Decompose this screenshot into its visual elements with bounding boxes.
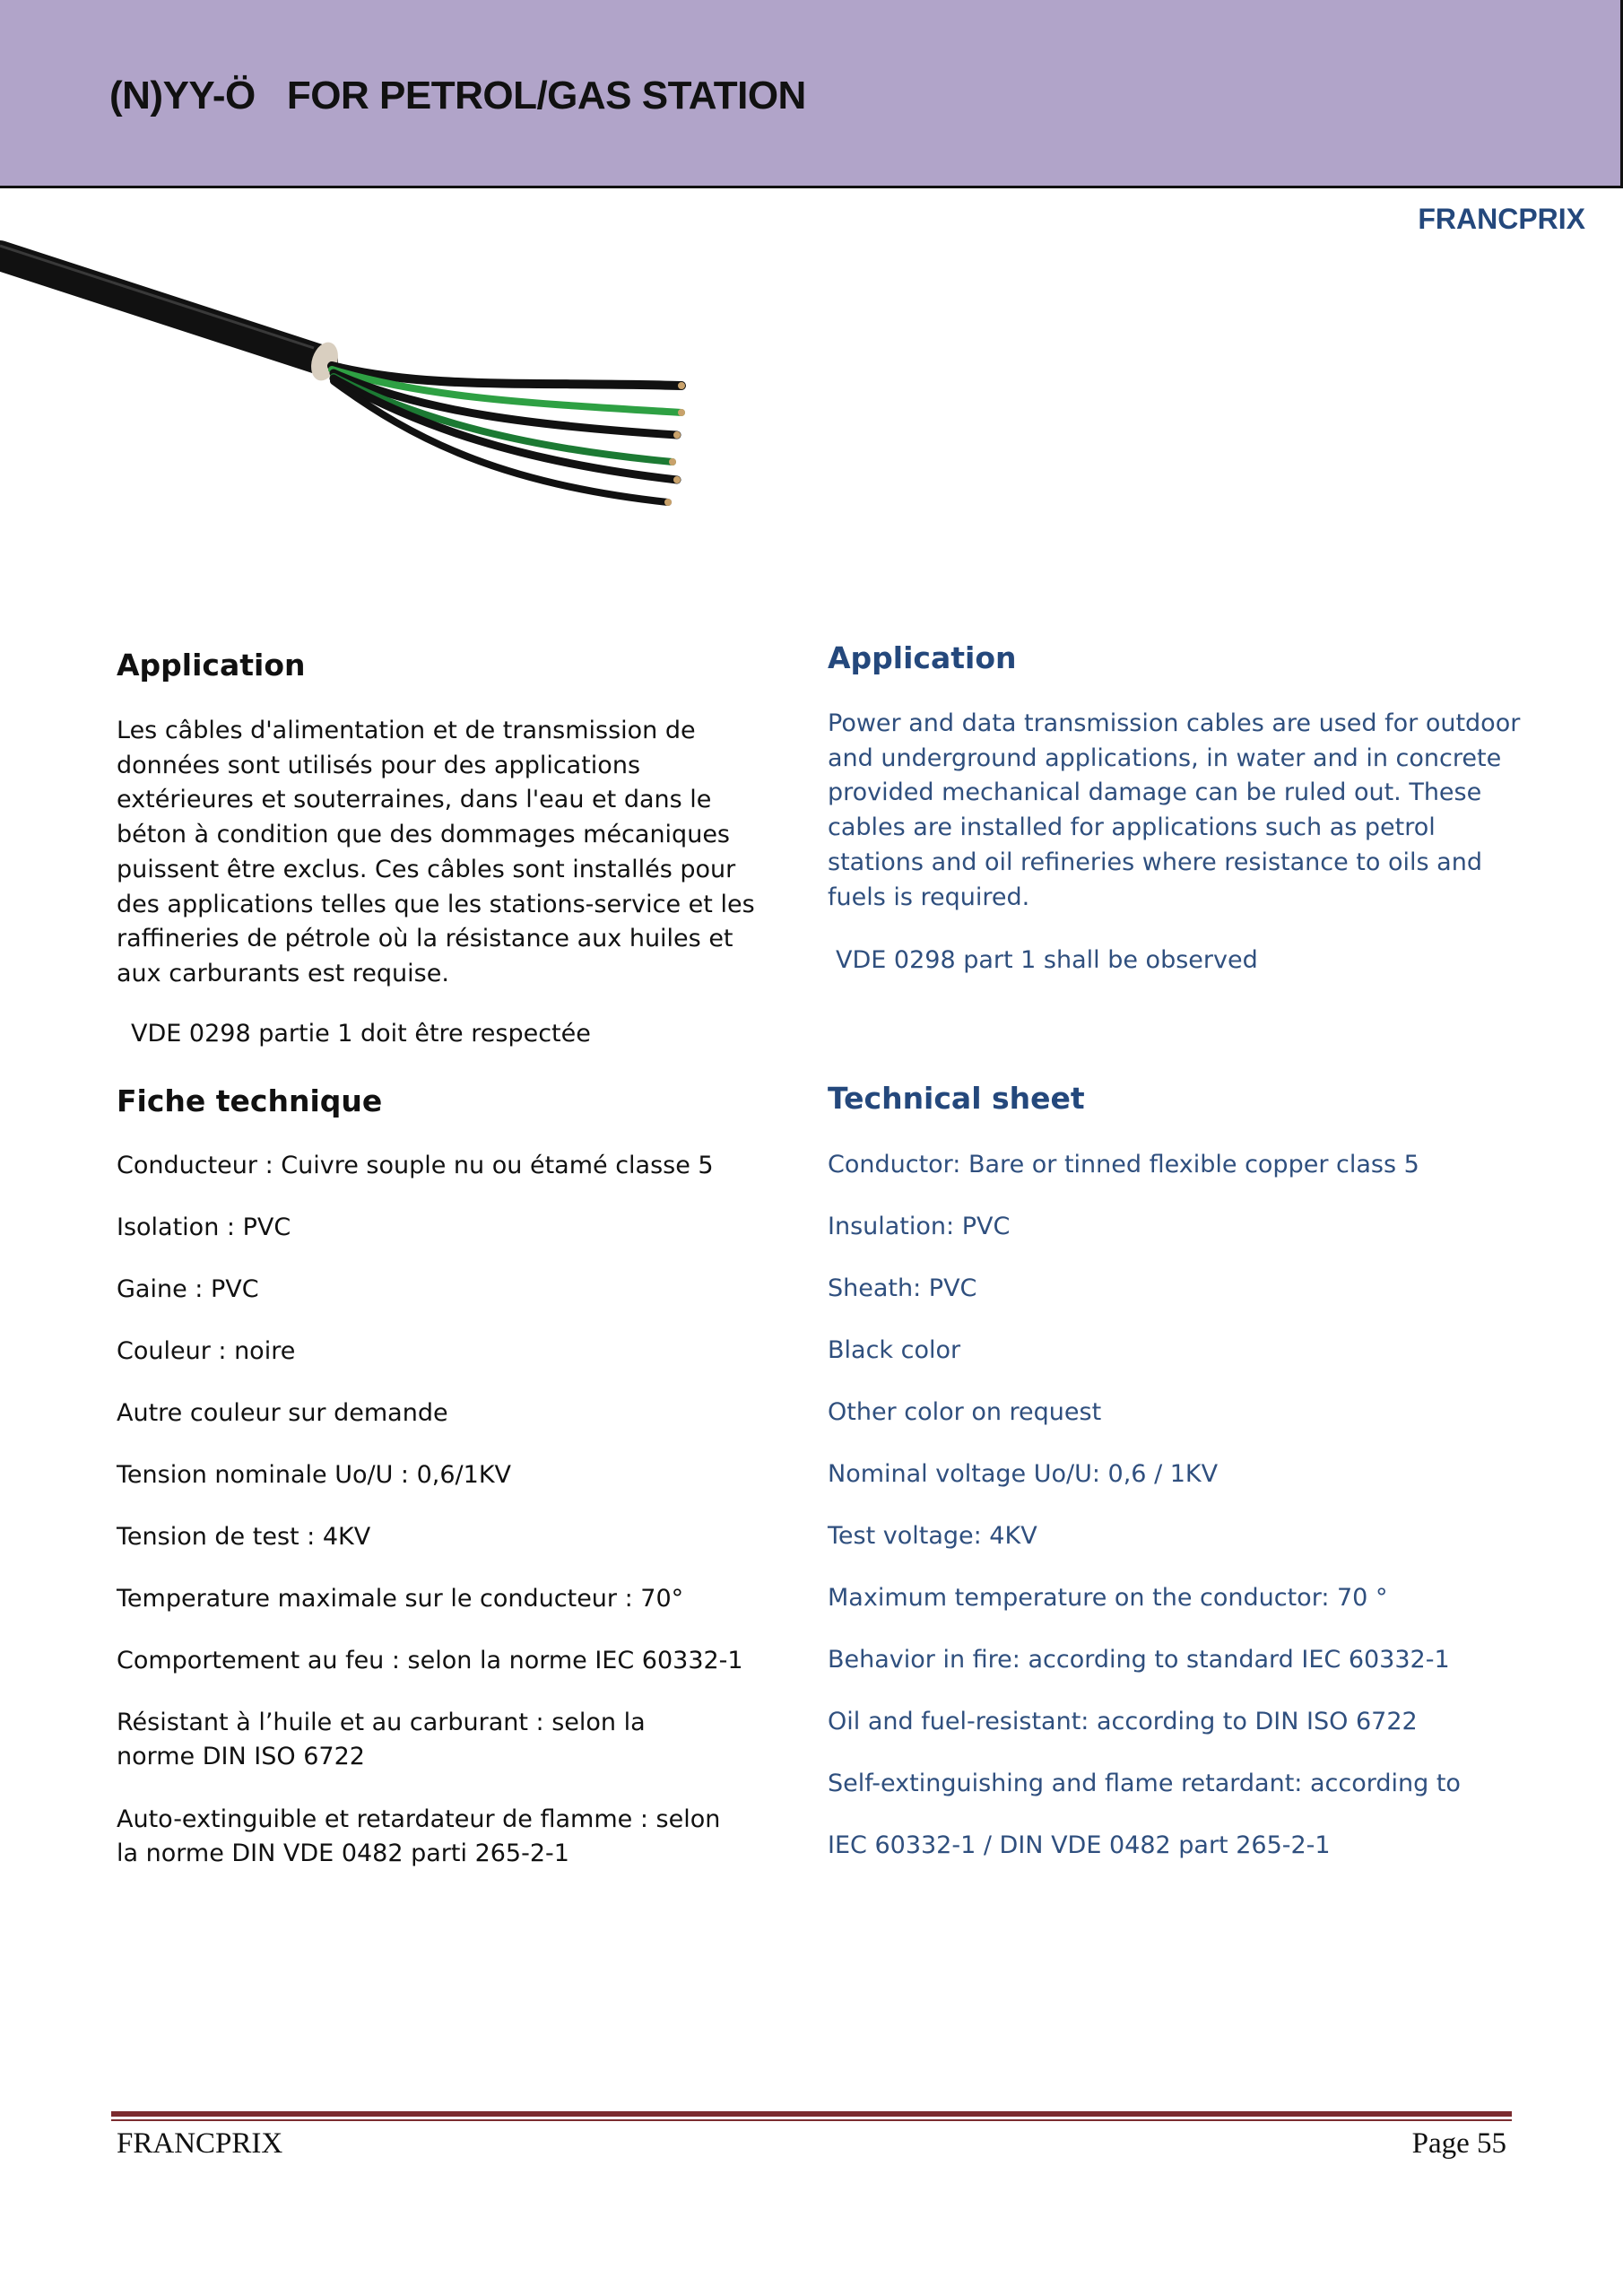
header-band [0,0,1623,188]
application-heading-en: Application [828,640,1017,675]
spec-item-en: Black color [828,1336,961,1364]
spec-item-fr: Auto-extinguible et retardateur de flamme : selon la norme DIN VDE 0482 parti 265-2-1 [117,1805,721,1867]
spec-item-fr: Conducteur : Cuivre souple nu ou étamé classe 5 [117,1152,714,1179]
spec-item-fr: Isolation : PVC [117,1213,291,1241]
spec-item-en: Maximum temperature on the conductor: 70 ° [828,1584,1388,1612]
page-title: (N)YY-Ö FOR PETROL/GAS STATION [109,74,806,117]
technical-heading-fr: Fiche technique [117,1083,383,1118]
application-text-fr: Les câbles d'alimentation et de transmission de données sont utilisés pour des applications extérieures et souterraines, dans l'eau et dans le béton à condition que des dommages mécaniques puissent être exclus. Ces câbles sont installés pour des applications telles que les stations-service et les raffineries de pétrole où la résistance aux huiles et aux carburants est requise. [117,717,755,987]
spec-item-en: Other color on request [828,1398,1102,1426]
spec-item-fr: Couleur : noire [117,1337,296,1365]
cable-photo [0,233,717,520]
vde-note-fr: VDE 0298 partie 1 doit être respectée [131,1020,591,1048]
spec-item-en: Conductor: Bare or tinned flexible copper class 5 [828,1151,1419,1178]
spec-item-en: Oil and fuel-resistant: according to DIN ISO 6722 [828,1708,1418,1735]
spec-item-en: Behavior in fire: according to standard IEC 60332-1 [828,1646,1450,1674]
spec-item-en: Test voltage: 4KV [828,1522,1037,1550]
spec-item-en: Self-extinguishing and flame retardant: according to [828,1770,1461,1797]
vde-note-en: VDE 0298 part 1 shall be observed [836,946,1258,974]
spec-item-fr: Autre couleur sur demande [117,1399,448,1427]
application-heading-fr: Application [117,648,306,683]
footer-brand: FRANCPRIX [117,2127,283,2160]
spec-item-fr: Comportement au feu : selon la norme IEC 60332-1 [117,1647,743,1674]
application-text-en: Power and data transmission cables are used for outdoor and underground applications, in water and in concrete provided mechanical damage can be ruled out. These cables are installed for applications such as petrol stations and oil refineries where resistance to oils and fuels is required. [828,709,1521,911]
spec-item-en: Insulation: PVC [828,1213,1011,1240]
spec-item-fr: Temperature maximale sur le conducteur : 70° [117,1585,684,1613]
brand-label: FRANCPRIX [1418,203,1585,235]
spec-item-en: IEC 60332-1 / DIN VDE 0482 part 265-2-1 [828,1831,1331,1859]
spec-item-fr: Résistant à l’huile et au carburant : selon la norme DIN ISO 6722 [117,1709,646,1770]
spec-item-fr: Gaine : PVC [117,1275,259,1303]
page-number: Page 55 [1411,2127,1506,2160]
technical-heading-en: Technical sheet [828,1081,1085,1116]
spec-item-fr: Tension de test : 4KV [117,1523,371,1551]
spec-item-en: Nominal voltage Uo/U: 0,6 / 1KV [828,1460,1219,1488]
footer-divider-thin [111,2119,1512,2121]
spec-item-en: Sheath: PVC [828,1274,977,1302]
footer-divider [111,2111,1512,2117]
spec-item-fr: Tension nominale Uo/U : 0,6/1KV [117,1461,511,1489]
